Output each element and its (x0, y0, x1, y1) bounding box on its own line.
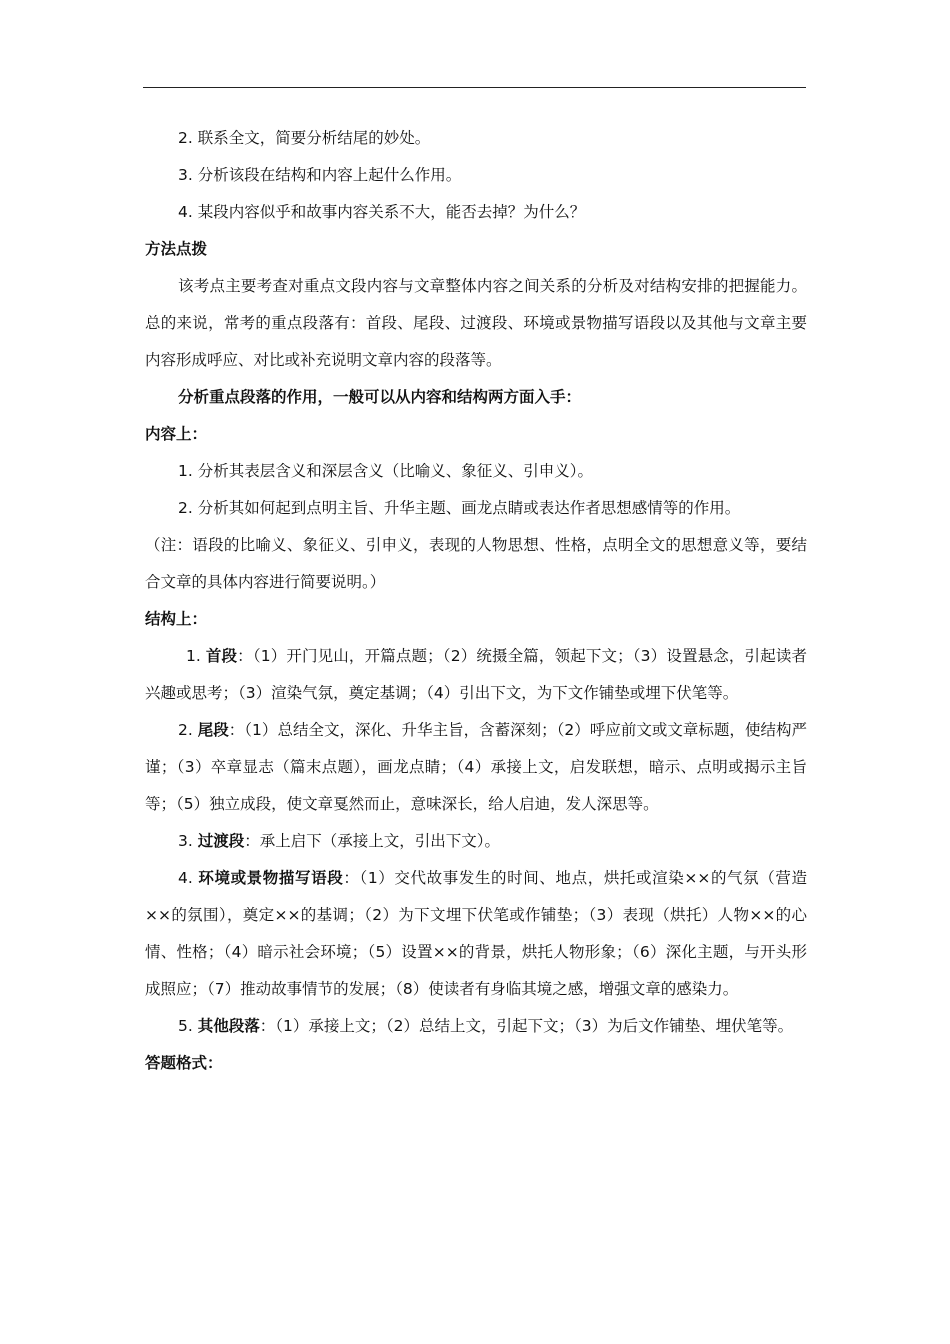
structure-item-first (145, 638, 807, 712)
content-item: 1. 分析其表层含义和深层含义（比喻义、象征义、引申义）。 (178, 462, 593, 480)
method-paragraph: 该考点主要考查对重点文段内容与文章整体内容之间关系的分析及对结构安排的把握能力。总的来说，常考的重点段落有：首段、尾段、过渡段、环境或景物描写语段以及其他与文章主要内容形成呼应、对比或补充说明文章内容的段落等。 (145, 277, 807, 369)
header-rule (143, 87, 806, 88)
method-heading: 方法点拨 (145, 240, 208, 258)
content-heading: 内容上： (145, 425, 208, 443)
item-label: 过渡段 (197, 832, 245, 850)
item-number: 3. (178, 832, 193, 850)
structure-item-scenery (145, 860, 807, 1008)
item-number: 4. (178, 869, 193, 887)
structure-item-other (145, 1008, 807, 1045)
answer-heading: 答题格式： (145, 1054, 223, 1072)
document-body (145, 120, 807, 1082)
analysis-lead: 分析重点段落的作用，一般可以从内容和结构两方面入手： (178, 388, 582, 406)
item-number: 5. (178, 1017, 193, 1035)
question-item: 2. 联系全文，简要分析结尾的妙处。 (178, 129, 431, 147)
question-item: 3. 分析该段在结构和内容上起什么作用。 (178, 166, 462, 184)
item-label: 首段 (205, 647, 238, 665)
content-note: （注：语段的比喻义、象征义、引申义，表现的人物思想、性格，点明全文的思想意义等，要结合文章的具体内容进行简要说明。） (145, 536, 807, 591)
structure-item-last (145, 712, 807, 823)
content-item: 2. 分析其如何起到点明主旨、升华主题、画龙点睛或表达作者思想感情等的作用。 (178, 499, 741, 517)
item-label: 其他段落 (197, 1017, 260, 1035)
item-label: 环境或景物描写语段 (198, 869, 344, 887)
item-number: 2. (178, 721, 193, 739)
item-label: 尾段 (197, 721, 229, 739)
structure-heading: 结构上： (145, 610, 208, 628)
item-text: ：（1）总结全文，深化、升华主旨，含蓄深刻；（2）呼应前文或文章标题，使结构严谨；（3）卒章显志（篇末点题），画龙点睛；（4）承接上文，启发联想，暗示、点明或揭示主旨等；（5）独立成段，使文章戛然而止，意味深长，给人启迪，发人深思等。 (145, 721, 807, 813)
structure-item-transition (145, 823, 807, 860)
item-text: ：（1）承接上文；（2）总结上文，引起下文；（3）为后文作铺垫、埋伏笔等。 (259, 1017, 794, 1035)
item-text: ：承上启下（承接上文，引出下文）。 (244, 832, 501, 850)
item-text: ：（1）交代故事发生的时间、地点，烘托或渲染××的气氛（营造××的氛围），奠定××的基调；（2）为下文埋下伏笔或作铺垫；（3）表现（烘托）人物××的心情、性格；（4）暗示社会环境；（5）设置××的背景，烘托人物形象；（6）深化主题，与开头形成照应；（7）推动故事情节的发展；（8）使读者有身临其境之感，增强文章的感染力。 (145, 869, 807, 998)
item-text: ：（1）开门见山，开篇点题；（2）统摄全篇，领起下文；（3）设置悬念，引起读者兴趣或思考；（3）渲染气氛，奠定基调；（4）引出下文，为下文作铺垫或埋下伏笔等。 (145, 647, 807, 702)
item-number: 1. (186, 647, 201, 665)
question-item: 4. 某段内容似乎和故事内容关系不大，能否去掉？为什么？ (178, 203, 586, 221)
